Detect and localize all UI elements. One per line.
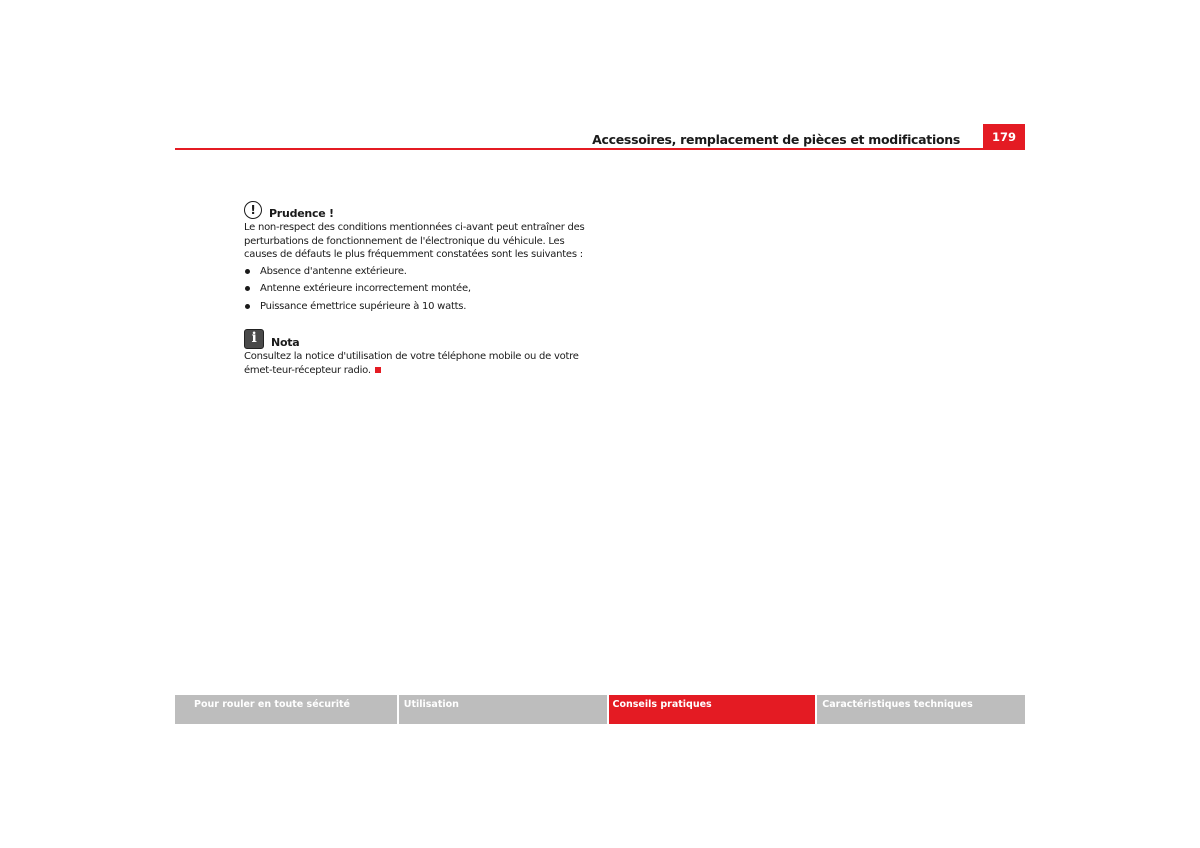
info-text-body: Consultez la notice d'utilisation de votre téléphone mobile ou de votre émet-teur-récepteur radio.: [244, 351, 579, 376]
caution-icon: !: [244, 201, 262, 219]
list-item: Antenne extérieure incorrectement montée,: [244, 282, 596, 296]
page-number: 179: [983, 124, 1025, 149]
info-header: [244, 327, 596, 349]
info-icon: i: [244, 329, 264, 349]
header-divider: [175, 148, 1025, 150]
chapter-navigation: [175, 695, 1025, 724]
end-of-section-icon: [375, 367, 381, 373]
info-title: Nota: [271, 336, 300, 349]
caution-bullet-list: [244, 265, 596, 314]
tab-caracteristiques-techniques[interactable]: Caractéristiques techniques: [817, 695, 1025, 724]
tab-pour-rouler-en-toute-securite[interactable]: Pour rouler en toute sécurité: [175, 695, 397, 724]
info-text: [244, 350, 596, 377]
section-title: Accessoires, remplacement de pièces et modifications: [592, 132, 960, 147]
list-item: Puissance émettrice supérieure à 10 watts.: [244, 300, 596, 314]
list-item: Absence d'antenne extérieure.: [244, 265, 596, 279]
tab-conseils-pratiques[interactable]: Conseils pratiques: [609, 695, 816, 724]
caution-header: [244, 198, 596, 220]
caution-title: Prudence !: [269, 207, 334, 220]
caution-text: Le non-respect des conditions mentionnées ci-avant peut entraîner des perturbations de fonctionnement de l'électronique du véhicule. Les causes de défauts le plus fréquemment constatées sont les suivantes :: [244, 222, 585, 260]
caution-note: [244, 198, 596, 313]
page-content: [244, 198, 596, 377]
info-note: [244, 327, 596, 377]
tab-utilisation[interactable]: Utilisation: [399, 695, 607, 724]
